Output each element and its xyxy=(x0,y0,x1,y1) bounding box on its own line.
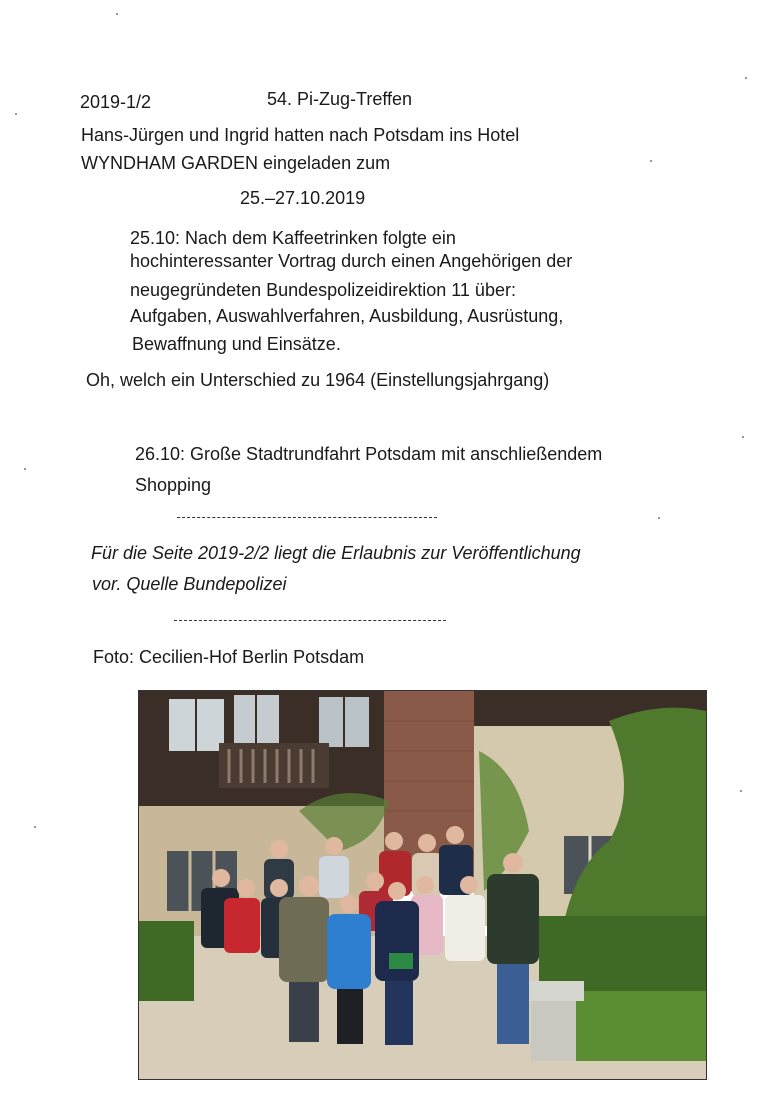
scan-speck xyxy=(15,113,17,115)
photo-caption: Foto: Cecilien-Hof Berlin Potsdam xyxy=(93,647,365,667)
scan-speck xyxy=(24,468,26,470)
intro-line-1: Hans-Jürgen und Ingrid hatten nach Potsdam ins Hotel xyxy=(81,125,520,145)
note-line-1: Für die Seite 2019-2/2 liegt die Erlaubnis zur Veröffentlichung xyxy=(91,543,581,563)
intro-line-2: WYNDHAM GARDEN eingeladen zum xyxy=(81,153,391,173)
divider-2 xyxy=(174,620,446,621)
day1-line-5: Bewaffnung und Einsätze. xyxy=(132,334,341,354)
group-photo xyxy=(138,690,707,1080)
scan-speck xyxy=(745,77,747,79)
scan-speck xyxy=(740,790,742,792)
event-date: 25.–27.10.2019 xyxy=(240,188,366,208)
day1-line-3: neugegründeten Bundespolizeidirektion 11 über: xyxy=(130,280,516,300)
scan-speck xyxy=(658,517,660,519)
page-code: 2019-1/2 xyxy=(80,92,152,112)
note-line-2: vor. Quelle Bundepolizei xyxy=(92,574,287,594)
scan-speck xyxy=(650,160,652,162)
day2-line-1: 26.10: Große Stadtrundfahrt Potsdam mit anschließendem xyxy=(135,444,603,464)
day1-line-2: hochinteressanter Vortrag durch einen Angehörigen der xyxy=(130,251,573,271)
scan-speck xyxy=(34,826,36,828)
remark-line: Oh, welch ein Unterschied zu 1964 (Einstellungsjahrgang) xyxy=(86,370,550,390)
day1-line-4: Aufgaben, Auswahlverfahren, Ausbildung, Ausrüstung, xyxy=(130,306,564,326)
scan-speck xyxy=(742,436,744,438)
scan-speck xyxy=(116,13,118,15)
day1-line-1: 25.10: Nach dem Kaffeetrinken folgte ein xyxy=(130,228,456,248)
day2-line-2: Shopping xyxy=(135,475,212,495)
divider-1 xyxy=(177,517,437,518)
page-title: 54. Pi-Zug-Treffen xyxy=(267,89,413,109)
